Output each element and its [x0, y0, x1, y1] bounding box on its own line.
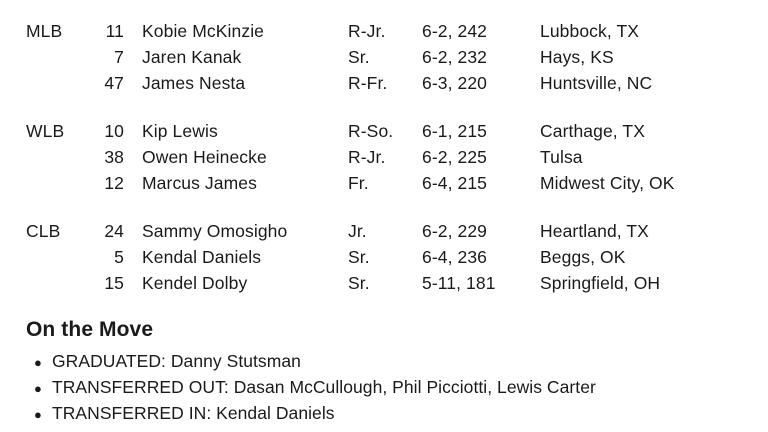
player-measurements: 6-2, 229 — [422, 221, 488, 241]
bullet-icon: ● — [34, 407, 42, 422]
player-hometown: Huntsville, NC — [540, 73, 653, 93]
list-item-label: GRADUATED: Danny Stutsman — [52, 351, 301, 371]
roster-table — [26, 18, 748, 296]
jersey-number: 10 — [104, 121, 124, 141]
roster-group — [26, 118, 748, 196]
bullet-icon: ● — [34, 381, 42, 396]
player-hometown: Tulsa — [540, 147, 583, 167]
player-hometown: Lubbock, TX — [540, 21, 640, 41]
player-hometown: Hays, KS — [540, 47, 614, 67]
player-name: Owen Heinecke — [142, 147, 267, 167]
player-class: Fr. — [348, 173, 369, 193]
jersey-number: 12 — [104, 173, 124, 193]
player-measurements: 5-11, 181 — [422, 273, 496, 293]
table-row — [26, 44, 748, 70]
player-measurements: 6-2, 232 — [422, 47, 488, 67]
player-class: R-Fr. — [348, 73, 388, 93]
position-label: WLB — [26, 121, 65, 141]
player-class: Sr. — [348, 47, 370, 67]
player-class: R-Jr. — [348, 21, 386, 41]
player-hometown: Beggs, OK — [540, 247, 626, 267]
player-measurements: 6-3, 220 — [422, 73, 488, 93]
player-name: Jaren Kanak — [142, 47, 242, 67]
table-row — [26, 118, 748, 144]
table-row — [26, 270, 748, 296]
list-item-label: TRANSFERRED IN: Kendal Daniels — [52, 403, 335, 423]
position-label: CLB — [26, 221, 61, 241]
player-measurements: 6-2, 225 — [422, 147, 488, 167]
player-name: Kendal Daniels — [142, 247, 262, 267]
list-item — [26, 401, 748, 427]
player-class: R-Jr. — [348, 147, 386, 167]
player-name: Kendel Dolby — [142, 273, 248, 293]
jersey-number: 24 — [104, 221, 124, 241]
list-item — [26, 375, 748, 401]
player-measurements: 6-4, 215 — [422, 173, 488, 193]
list-item — [26, 349, 748, 375]
player-hometown: Springfield, OH — [540, 273, 661, 293]
player-hometown: Midwest City, OK — [540, 173, 675, 193]
player-hometown: Heartland, TX — [540, 221, 649, 241]
table-row — [26, 218, 748, 244]
section-title: On the Move — [26, 318, 154, 341]
roster-group — [26, 218, 748, 296]
jersey-number: 5 — [114, 247, 124, 267]
table-row — [26, 170, 748, 196]
jersey-number: 15 — [104, 273, 124, 293]
jersey-number: 47 — [104, 73, 124, 93]
player-name: Marcus James — [142, 173, 257, 193]
table-row — [26, 18, 748, 44]
player-class: Sr. — [348, 273, 370, 293]
player-name: James Nesta — [142, 73, 246, 93]
on-the-move-list — [26, 349, 748, 427]
table-row — [26, 244, 748, 270]
table-row — [26, 144, 748, 170]
player-name: Sammy Omosigho — [142, 221, 288, 241]
list-item-label: TRANSFERRED OUT: Dasan McCullough, Phil Picciotti, Lewis Carter — [52, 377, 596, 397]
jersey-number: 38 — [104, 147, 124, 167]
player-measurements: 6-1, 215 — [422, 121, 488, 141]
position-label: MLB — [26, 21, 63, 41]
player-class: R-So. — [348, 121, 394, 141]
player-name: Kobie McKinzie — [142, 21, 265, 41]
on-the-move-section — [26, 318, 748, 427]
table-row — [26, 70, 748, 96]
jersey-number: 7 — [114, 47, 124, 67]
player-name: Kip Lewis — [142, 121, 218, 141]
player-measurements: 6-4, 236 — [422, 247, 488, 267]
bullet-icon: ● — [34, 355, 42, 370]
roster-group — [26, 18, 748, 96]
player-measurements: 6-2, 242 — [422, 21, 488, 41]
player-class: Sr. — [348, 247, 370, 267]
jersey-number: 11 — [105, 21, 124, 41]
player-class: Jr. — [348, 221, 367, 241]
player-hometown: Carthage, TX — [540, 121, 645, 141]
